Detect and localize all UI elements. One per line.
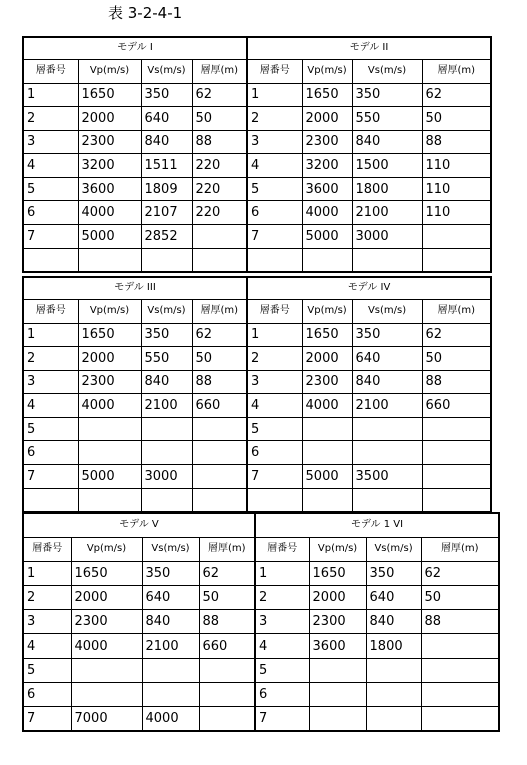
table-cell: 7: [23, 465, 78, 489]
table-cell: 840: [142, 610, 199, 634]
table-cell: 88: [422, 370, 491, 394]
table-cell: [422, 465, 491, 489]
column-header: Vs(m/s): [352, 299, 422, 323]
table-cell: 1: [23, 83, 78, 107]
table-cell: 1: [23, 323, 78, 347]
table-cell: 1809: [141, 177, 192, 201]
table-cell: 350: [142, 561, 199, 585]
column-header: 層厚(m): [192, 59, 247, 83]
table-cell: 220: [192, 154, 247, 178]
table-cell: 6: [247, 201, 302, 225]
table-cell: 5000: [302, 465, 352, 489]
table-cell: [71, 682, 142, 706]
table-cell: 1650: [309, 561, 366, 585]
column-header: 層番号: [23, 59, 78, 83]
table-cell: 50: [199, 585, 255, 609]
page-title: 表 3-2-4-1: [108, 4, 183, 22]
table-cell: [23, 248, 78, 272]
table-cell: 2300: [302, 130, 352, 154]
table-cell: 840: [141, 130, 192, 154]
table-cell: [309, 658, 366, 682]
table-cell: 350: [141, 323, 192, 347]
table-row: [23, 154, 491, 178]
column-header: Vs(m/s): [141, 59, 192, 83]
table-cell: 1: [255, 561, 309, 585]
table-cell: 3000: [352, 225, 422, 249]
table-cell: 2300: [78, 130, 141, 154]
table-row: [23, 177, 491, 201]
table-cell: 640: [141, 107, 192, 131]
table-cell: 660: [422, 394, 491, 418]
table-cell: 4: [247, 154, 302, 178]
table-cell: 5: [255, 658, 309, 682]
column-header: Vp(m/s): [78, 299, 141, 323]
table-cell: 2100: [352, 201, 422, 225]
table-cell: [247, 488, 302, 512]
table-cell: 4: [23, 394, 78, 418]
table-row: [23, 658, 499, 682]
column-header: 層厚(m): [192, 299, 247, 323]
table-cell: 5: [23, 658, 71, 682]
table-cell: 88: [422, 130, 491, 154]
table-cell: [422, 417, 491, 441]
column-header: 層番号: [255, 537, 309, 561]
model-table-pair: [22, 276, 492, 513]
table-cell: 62: [422, 323, 491, 347]
table-row: [23, 201, 491, 225]
table-cell: 5000: [78, 225, 141, 249]
table-cell: 2000: [302, 107, 352, 131]
table-cell: [352, 417, 422, 441]
table-cell: 1: [23, 561, 71, 585]
table-cell: 7: [255, 707, 309, 731]
table-cell: 640: [142, 585, 199, 609]
table-cell: 3200: [302, 154, 352, 178]
table-row: [23, 347, 491, 371]
table-cell: [78, 417, 141, 441]
table-cell: 2: [247, 107, 302, 131]
table-cell: 110: [422, 177, 491, 201]
column-header: Vp(m/s): [309, 537, 366, 561]
table-cell: 1650: [302, 323, 352, 347]
table-cell: 62: [192, 83, 247, 107]
table-row: [23, 441, 491, 465]
table-cell: 2000: [302, 347, 352, 371]
table-cell: [302, 488, 352, 512]
table-cell: 3600: [78, 177, 141, 201]
table-cell: 7: [247, 465, 302, 489]
table-cell: [141, 417, 192, 441]
table-row: [23, 107, 491, 131]
table-cell: 2100: [142, 634, 199, 658]
table-cell: 840: [366, 610, 421, 634]
column-header: 層番号: [23, 537, 71, 561]
table-cell: 7: [23, 225, 78, 249]
table-cell: 5: [23, 177, 78, 201]
table-row: [23, 394, 491, 418]
table-cell: 3200: [78, 154, 141, 178]
table-row: [23, 707, 499, 731]
table-cell: 2000: [71, 585, 142, 609]
table-cell: 50: [422, 347, 491, 371]
model-title: モデル V: [23, 513, 255, 537]
table-cell: 2000: [78, 347, 141, 371]
table-cell: 660: [192, 394, 247, 418]
table-cell: 3: [247, 370, 302, 394]
table-cell: [78, 248, 141, 272]
column-header: 層番号: [247, 299, 302, 323]
table-cell: 2100: [141, 394, 192, 418]
model-title: モデル III: [23, 277, 247, 299]
table-cell: 62: [192, 323, 247, 347]
table-cell: 3600: [302, 177, 352, 201]
table-cell: 350: [141, 83, 192, 107]
table-row: [23, 323, 491, 347]
table-cell: 2852: [141, 225, 192, 249]
table-cell: 6: [23, 201, 78, 225]
column-header: Vp(m/s): [71, 537, 142, 561]
table-cell: [366, 707, 421, 731]
table-cell: [302, 441, 352, 465]
column-header: Vs(m/s): [142, 537, 199, 561]
table-cell: 550: [141, 347, 192, 371]
table-cell: [192, 488, 247, 512]
table-cell: 4000: [78, 201, 141, 225]
table-row: [23, 561, 499, 585]
table-cell: 2300: [78, 370, 141, 394]
table-cell: 62: [199, 561, 255, 585]
table-cell: 4000: [302, 394, 352, 418]
table-cell: 1500: [352, 154, 422, 178]
table-cell: 88: [199, 610, 255, 634]
table-cell: 350: [352, 323, 422, 347]
table-cell: 50: [422, 107, 491, 131]
table-cell: [247, 248, 302, 272]
table-cell: [352, 441, 422, 465]
table-cell: [309, 682, 366, 706]
column-header: Vp(m/s): [78, 59, 141, 83]
table-cell: [422, 488, 491, 512]
column-header: Vp(m/s): [302, 299, 352, 323]
table-cell: 1650: [71, 561, 142, 585]
table-cell: 1511: [141, 154, 192, 178]
table-cell: [142, 658, 199, 682]
table-cell: 5: [23, 417, 78, 441]
table-cell: 4000: [302, 201, 352, 225]
table-row: [23, 248, 491, 272]
table-cell: [23, 488, 78, 512]
table-cell: 5: [247, 177, 302, 201]
table-cell: [78, 441, 141, 465]
table-row: [23, 370, 491, 394]
table-cell: 2: [23, 107, 78, 131]
table-cell: 3: [247, 130, 302, 154]
table-cell: 640: [352, 347, 422, 371]
table-cell: 50: [192, 107, 247, 131]
table-cell: 2: [23, 585, 71, 609]
table-cell: [422, 225, 491, 249]
table-cell: [71, 658, 142, 682]
table-row: [23, 417, 491, 441]
column-header-row: [23, 537, 499, 561]
model-title-row: [23, 277, 491, 299]
table-cell: [141, 248, 192, 272]
table-cell: [141, 441, 192, 465]
table-row: [23, 585, 499, 609]
table-cell: 50: [192, 347, 247, 371]
table-cell: 88: [421, 610, 499, 634]
table-cell: [422, 248, 491, 272]
table-row: [23, 83, 491, 107]
table-cell: 2: [247, 347, 302, 371]
column-header: Vs(m/s): [352, 59, 422, 83]
table-cell: 1650: [78, 83, 141, 107]
table-cell: 4000: [142, 707, 199, 731]
column-header: 層番号: [247, 59, 302, 83]
column-header-row: [23, 299, 491, 323]
table-cell: 110: [422, 201, 491, 225]
table-row: [23, 682, 499, 706]
table-cell: 88: [192, 370, 247, 394]
table-cell: 50: [421, 585, 499, 609]
table-cell: 3: [23, 610, 71, 634]
table-cell: 3: [255, 610, 309, 634]
table-cell: [192, 248, 247, 272]
table-cell: 2300: [302, 370, 352, 394]
column-header: 層厚(m): [199, 537, 255, 561]
model-title: モデル I: [23, 37, 247, 59]
table-cell: [421, 634, 499, 658]
table-cell: 6: [23, 682, 71, 706]
table-cell: 6: [247, 441, 302, 465]
table-cell: 350: [352, 83, 422, 107]
model-title: モデル 1 VI: [255, 513, 499, 537]
table-cell: 1: [247, 323, 302, 347]
table-cell: 4: [23, 634, 71, 658]
column-header: Vs(m/s): [366, 537, 421, 561]
table-cell: 3000: [141, 465, 192, 489]
table-cell: 2107: [141, 201, 192, 225]
table-cell: 660: [199, 634, 255, 658]
table-cell: 3: [23, 370, 78, 394]
model-title-row: [23, 37, 491, 59]
table-cell: [366, 682, 421, 706]
table-cell: 1800: [366, 634, 421, 658]
table-cell: 2000: [309, 585, 366, 609]
table-cell: 840: [352, 130, 422, 154]
table-cell: [199, 658, 255, 682]
column-header: 層厚(m): [421, 537, 499, 561]
table-cell: 62: [422, 83, 491, 107]
model-title: モデル II: [247, 37, 491, 59]
table-cell: 110: [422, 154, 491, 178]
table-cell: [199, 707, 255, 731]
table-cell: [302, 417, 352, 441]
model-title-row: [23, 513, 499, 537]
table-cell: 7000: [71, 707, 142, 731]
table-cell: 2000: [78, 107, 141, 131]
table-cell: 62: [421, 561, 499, 585]
table-cell: [192, 225, 247, 249]
table-cell: 2300: [71, 610, 142, 634]
table-cell: 350: [366, 561, 421, 585]
table-cell: [352, 248, 422, 272]
table-cell: 220: [192, 177, 247, 201]
table-cell: 4: [255, 634, 309, 658]
table-cell: 5000: [78, 465, 141, 489]
table-cell: [352, 488, 422, 512]
table-cell: 3: [23, 130, 78, 154]
table-row: [23, 465, 491, 489]
table-cell: [192, 465, 247, 489]
table-cell: [192, 417, 247, 441]
column-header: 層厚(m): [422, 59, 491, 83]
table-cell: 4: [23, 154, 78, 178]
table-cell: 3500: [352, 465, 422, 489]
table-cell: [421, 682, 499, 706]
table-cell: 1800: [352, 177, 422, 201]
table-cell: [421, 658, 499, 682]
table-cell: [366, 658, 421, 682]
table-cell: 1650: [78, 323, 141, 347]
table-cell: 6: [255, 682, 309, 706]
table-cell: [141, 488, 192, 512]
table-cell: 840: [141, 370, 192, 394]
column-header-row: [23, 59, 491, 83]
column-header: 層番号: [23, 299, 78, 323]
table-cell: 5: [247, 417, 302, 441]
table-row: [23, 634, 499, 658]
table-cell: 7: [247, 225, 302, 249]
column-header: Vs(m/s): [141, 299, 192, 323]
table-cell: 2: [23, 347, 78, 371]
model-table-pair: [22, 36, 492, 273]
table-cell: 220: [192, 201, 247, 225]
table-cell: 4: [247, 394, 302, 418]
table-cell: [142, 682, 199, 706]
table-cell: 7: [23, 707, 71, 731]
table-row: [23, 610, 499, 634]
table-cell: [421, 707, 499, 731]
table-cell: [309, 707, 366, 731]
table-cell: 2: [255, 585, 309, 609]
table-cell: 840: [352, 370, 422, 394]
table-cell: [78, 488, 141, 512]
table-row: [23, 488, 491, 512]
table-cell: 550: [352, 107, 422, 131]
table-cell: 6: [23, 441, 78, 465]
table-cell: 3600: [309, 634, 366, 658]
table-cell: 4000: [78, 394, 141, 418]
table-row: [23, 130, 491, 154]
table-cell: 4000: [71, 634, 142, 658]
column-header: Vp(m/s): [302, 59, 352, 83]
table-cell: 2300: [309, 610, 366, 634]
table-cell: 1: [247, 83, 302, 107]
table-cell: 640: [366, 585, 421, 609]
table-cell: 5000: [302, 225, 352, 249]
model-title: モデル IV: [247, 277, 491, 299]
model-table-pair: [22, 512, 500, 732]
column-header: 層厚(m): [422, 299, 491, 323]
table-row: [23, 225, 491, 249]
table-cell: [422, 441, 491, 465]
table-cell: [199, 682, 255, 706]
table-cell: 88: [192, 130, 247, 154]
table-cell: 1650: [302, 83, 352, 107]
table-cell: [302, 248, 352, 272]
table-cell: [192, 441, 247, 465]
table-cell: 2100: [352, 394, 422, 418]
